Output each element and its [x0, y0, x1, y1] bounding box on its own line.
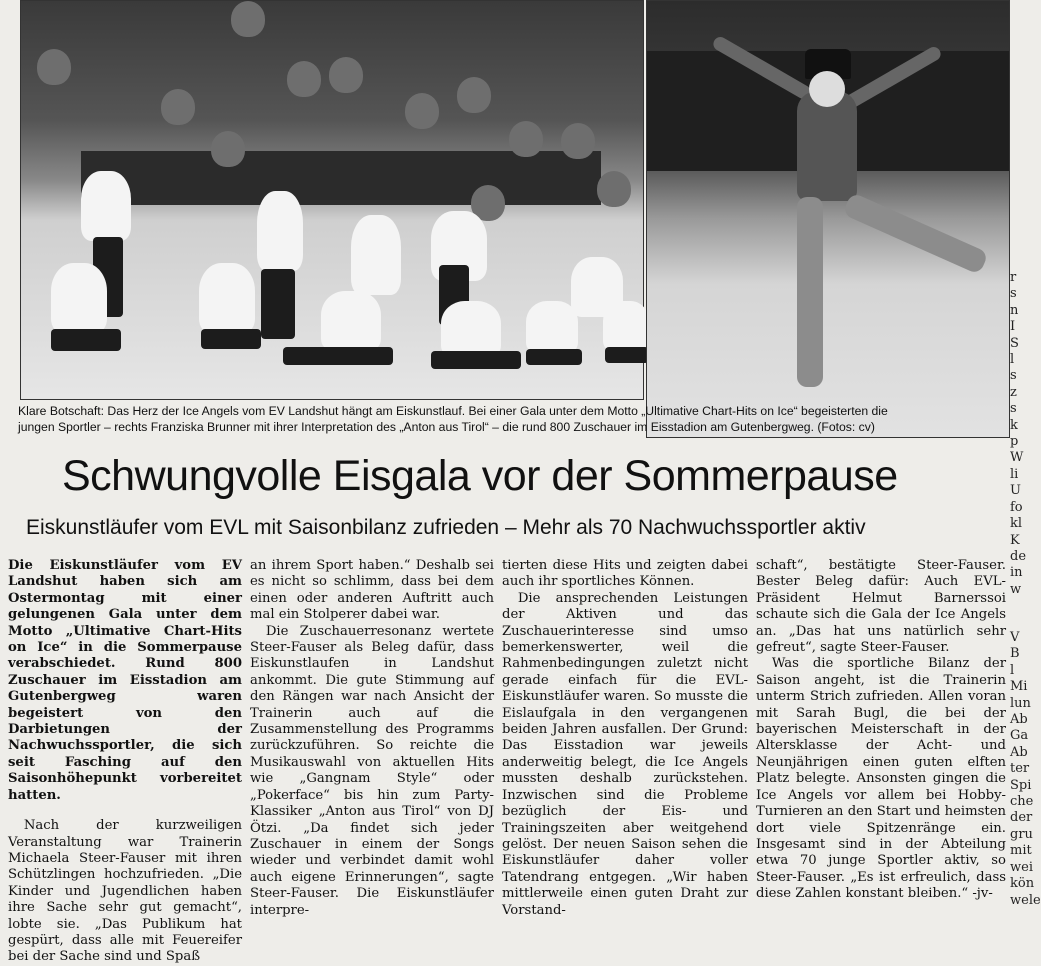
- heart-balloon: [211, 131, 245, 167]
- edge-fragment-line: W: [1010, 450, 1024, 466]
- skater-legs: [431, 351, 521, 369]
- skater-legs: [526, 349, 582, 365]
- skater-leg: [842, 192, 989, 275]
- article-paragraph: Nach der kurzweiligen Veranstaltung war Trainerin Michaela Steer-Fauser mit ihren Schützlingen hochzufrieden. „Die Kinder und Jugendlichen haben ihre Sache sehr gut gemacht“, lobte sie. „Das Publikum hat gespürt, dass alle mit Feuereifer bei der Sache sind und Spaß: [8, 818, 242, 965]
- heart-balloon: [37, 49, 71, 85]
- edge-fragment-line: de: [1010, 548, 1027, 564]
- article-column-2: [250, 558, 494, 919]
- skater-face: [809, 71, 845, 107]
- heart-balloon: [597, 171, 631, 207]
- skater-body: [797, 91, 857, 201]
- solo-skater-photo: [646, 0, 1010, 438]
- article-paragraph: Die ansprechenden Leistungen der Aktiven und das Zuschauerinteresse sind umso bemerkenswerter, weil die Rahmenbedingungen zuletzt nicht gerade einfach für die EVL-Eiskunstläufer waren. So musste die Eislaufgala in den vergangenen beiden Jahren ausfallen. Der Grund: Das Eisstadion war jeweils anderweitig belegt, die Ice Angels mussten deshalb zurückstehen. Inzwischen sind die Probleme bezüglich der Eis- und Trainingszeiten aber weitgehend gelöst. Der neuen Saison sehen die Eiskunstläufer daher voller Tatendrang entgegen. „Wir haben mittlerweile einen guten Draht zur Vorstand-: [502, 590, 748, 918]
- heart-balloon: [509, 121, 543, 157]
- skater: [441, 301, 501, 357]
- edge-fragment-line: Ga: [1010, 728, 1029, 744]
- edge-fragment-line: ter: [1010, 761, 1030, 777]
- edge-fragment-line: z: [1010, 384, 1017, 400]
- edge-fragment-line: in: [1010, 565, 1023, 581]
- edge-fragment-line: lun: [1010, 695, 1031, 711]
- edge-fragment-line: mit: [1010, 843, 1032, 859]
- article-paragraph: schaft“, bestätigte Steer-Fauser. Bester Beleg dafür: Auch EVL-Präsident Helmut Barnerssoi schaute sich die Gala der Ice Angels an. „Das hat uns natürlich sehr gefreut“, sagte Steer-Fauser.: [756, 558, 1006, 656]
- skater-legs: [283, 347, 393, 365]
- skater-legs: [201, 329, 261, 349]
- edge-fragment-line: der: [1010, 810, 1033, 826]
- skater-legs: [51, 329, 121, 351]
- edge-fragment-line: kl: [1010, 516, 1023, 532]
- edge-fragment-line: w: [1010, 581, 1022, 597]
- edge-fragment-line: fo: [1010, 499, 1023, 515]
- heart-balloon: [405, 93, 439, 129]
- edge-fragment-line: n: [1010, 302, 1019, 318]
- edge-fragment-line: che: [1010, 794, 1034, 810]
- edge-fragment-line: wele: [1010, 892, 1041, 908]
- article-paragraph: Die Zuschauerresonanz wertete Steer-Fauser als Beleg dafür, dass Eiskunstlaufen in Landshut ankommt. Die gute Stimmung auf den Rängen war nach Ansicht der Trainerin auch auf die Zusammenstellung des Programms zurückzuführen. So reichte die Musikauswahl von aktuellen Hits wie „Gangnam Style“ oder „Pokerface“ bis hin zum Party-Klassiker „Anton aus Tirol“ von DJ Ötzi. „Da findet sich jeder Zuschauer in einem der Songs wieder und verbindet damit wohl auch eigene Erinnerungen“, sagte Steer-Fauser. Die Eiskunstläufer interpre-: [250, 623, 494, 918]
- edge-fragment-line: wei: [1010, 859, 1033, 875]
- article-column-4: [756, 558, 1006, 903]
- group-photo: [20, 0, 644, 400]
- edge-fragment-line: Mi: [1010, 679, 1028, 695]
- edge-fragment-line: l: [1010, 352, 1015, 368]
- article-column-1: [8, 558, 242, 966]
- edge-fragment-line: gru: [1010, 826, 1033, 842]
- edge-fragment-line: p: [1010, 434, 1019, 450]
- article-paragraph: Was die sportliche Bilanz der Saison angeht, ist die Trainerin unterm Strich zufrieden. Allen voran mit Sarah Bugl, die bei der bayerischen Meisterschaft in der Altersklasse der Acht- und Neunjährigen einen guten elften Platz belegte. Ansonsten gingen die Ice Angels vor allem bei Hobby-Turnieren an den Start und heimsten dort viele Spitzenränge ein. Insgesamt sind in der Abteilung etwa 70 junge Sportler aktiv, so Steer-Fauser. „Es ist erfreulich, dass diese Zahlen konstant bleiben.“ -jv-: [756, 656, 1006, 902]
- heart-balloon: [561, 123, 595, 159]
- heart-balloon: [287, 61, 321, 97]
- edge-fragment-line: s: [1010, 286, 1017, 302]
- photo-caption: [18, 404, 1018, 435]
- skater: [526, 301, 578, 353]
- heart-balloon: [161, 89, 195, 125]
- edge-fragment-line: U: [1010, 483, 1021, 499]
- article-paragraph: an ihrem Sport haben.“ Deshalb sei es nicht so schlimm, dass bei dem einen oder anderen Auftritt auch mal ein Stolperer dabei war.: [250, 558, 494, 623]
- edge-fragment-line: I: [1010, 319, 1016, 335]
- caption-line: jungen Sportler – rechts Franziska Brunner mit ihrer Interpretation des „Anton aus Tirol“ – die rund 800 Zuschauer im Eisstadion am Gutenbergweg. (Fotos: cv): [18, 419, 875, 434]
- heart-balloon: [457, 77, 491, 113]
- subheadline: Eiskunstläufer vom EVL mit Saisonbilanz zufrieden – Mehr als 70 Nachwuchssportler aktiv: [26, 516, 866, 539]
- adjacent-article-fragment: [1010, 630, 1041, 909]
- edge-fragment-line: B: [1010, 646, 1020, 662]
- skater-leg: [797, 197, 823, 387]
- article-column-3: [502, 558, 748, 919]
- edge-fragment-line: V: [1010, 630, 1020, 645]
- edge-fragment-line: r: [1010, 270, 1017, 285]
- arena-banner: [81, 151, 601, 205]
- skater: [603, 301, 649, 351]
- heart-balloon: [231, 1, 265, 37]
- adjacent-article-fragment: [1010, 270, 1027, 598]
- skater: [199, 263, 255, 333]
- edge-fragment-line: s: [1010, 401, 1017, 417]
- skater: [257, 191, 303, 271]
- edge-fragment-line: kön: [1010, 876, 1035, 892]
- skater: [51, 263, 107, 333]
- edge-fragment-line: k: [1010, 417, 1018, 433]
- edge-fragment-line: l: [1010, 662, 1015, 678]
- caption-line: Klare Botschaft: Das Herz der Ice Angels vom EV Landshut hängt am Eiskunstlauf. Bei einer Gala unter dem Motto „Ultimative Chart-Hits on Ice“ begeisterten die: [18, 404, 888, 418]
- skater-legs: [261, 269, 295, 339]
- skater-legs: [605, 347, 649, 363]
- edge-fragment-line: K: [1010, 532, 1020, 548]
- headline: Schwungvolle Eisgala vor der Sommerpause: [62, 452, 898, 500]
- skater: [81, 171, 131, 241]
- edge-fragment-line: Ab: [1010, 744, 1028, 760]
- edge-fragment-line: Spi: [1010, 777, 1032, 793]
- article-lead: Die Eiskunstläufer vom EV Landshut haben sich am Ostermontag mit einer gelungenen Gala unter dem Motto „Ultimative Chart-Hits on Ice“ in die Sommerpause verabschiedet. Rund 800 Zuschauer im Eisstadion am Gutenbergweg waren begeistert von den Darbietungen der Nachwuchssportler, die sich seit Fasching auf den Saisonhöhepunkt vorbereitet hatten.: [8, 558, 242, 803]
- skater: [351, 215, 401, 295]
- edge-fragment-line: Ab: [1010, 712, 1028, 728]
- article-paragraph: tierten diese Hits und zeigten dabei auch ihr sportliches Können.: [502, 558, 748, 590]
- skater: [321, 291, 381, 351]
- edge-fragment-line: li: [1010, 466, 1019, 482]
- edge-fragment-line: S: [1010, 335, 1019, 351]
- edge-fragment-line: s: [1010, 368, 1017, 384]
- heart-balloon: [329, 57, 363, 93]
